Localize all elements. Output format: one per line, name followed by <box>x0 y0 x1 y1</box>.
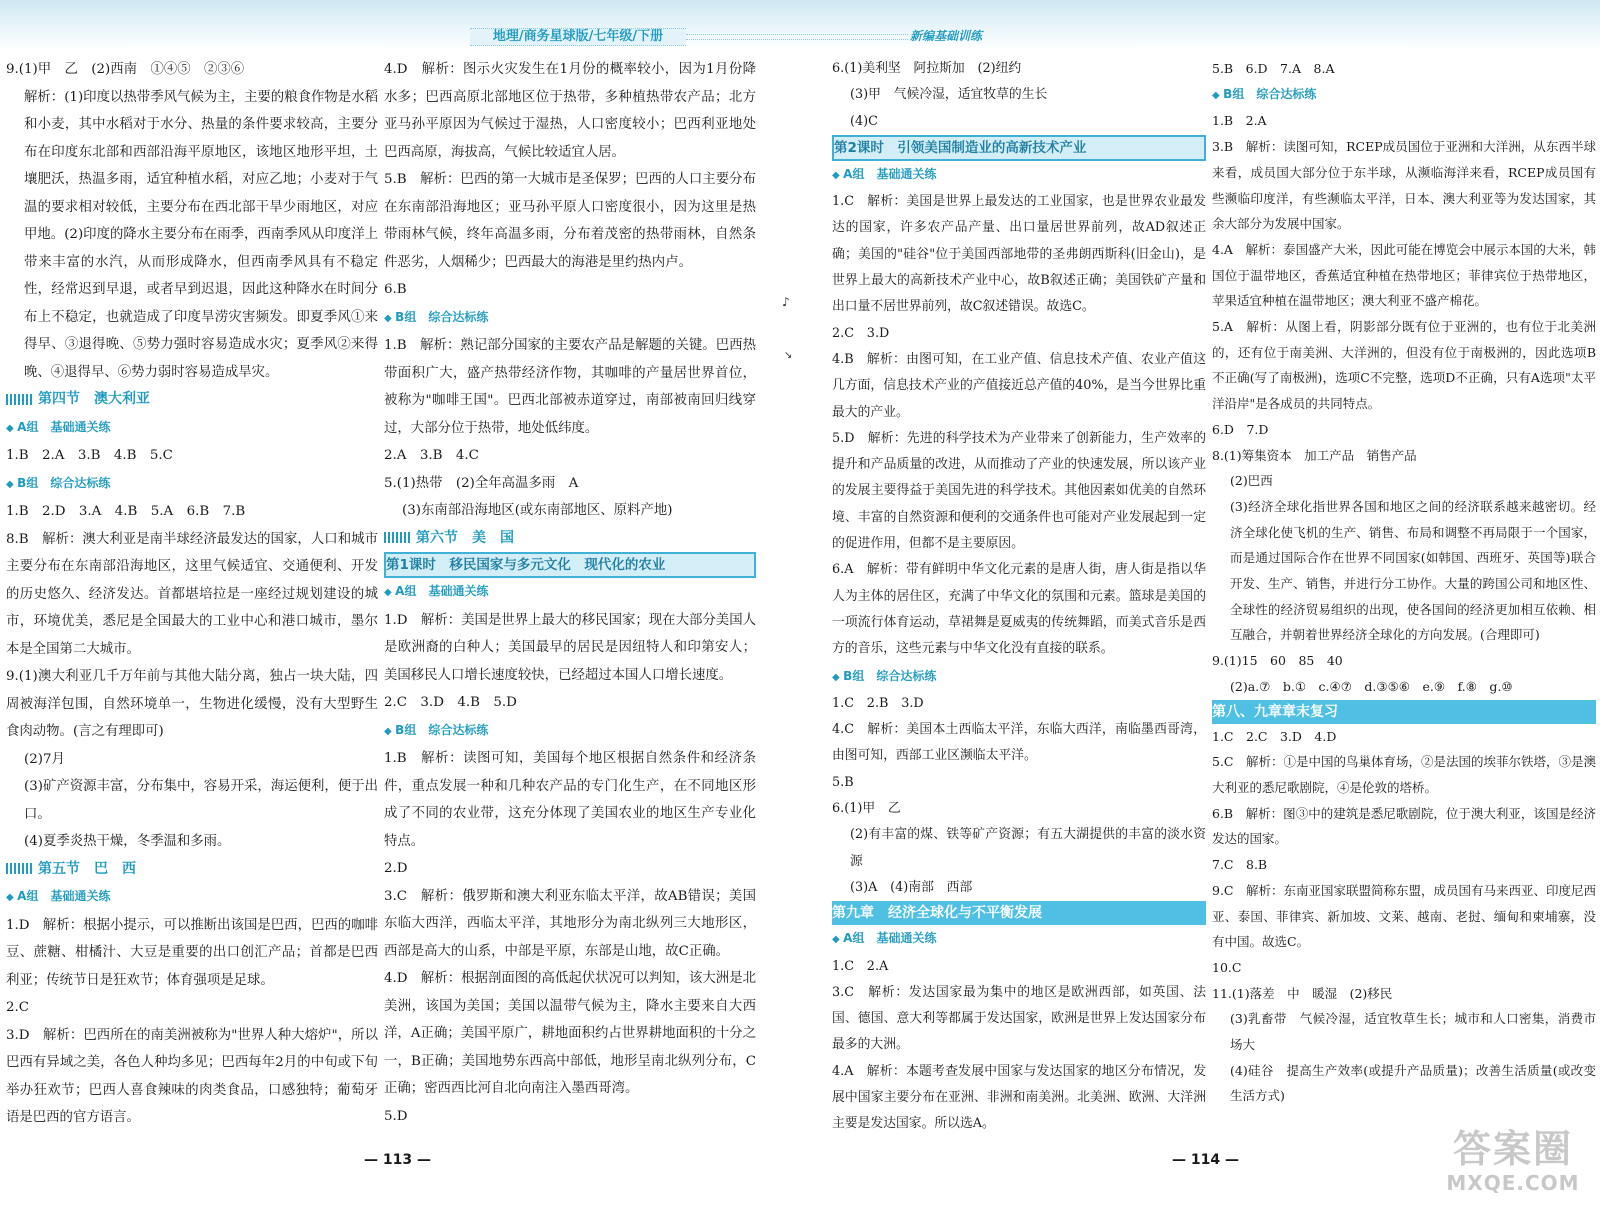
group-label-a: ◆ A组 基础通关练 <box>832 925 1206 953</box>
group-label-a: ◆ A组 基础通关练 <box>6 883 378 912</box>
group-label-b: ◆ B组 综合达标练 <box>6 470 378 499</box>
answer-line: (3)甲 气候冷湿，适宜牧草的生长 <box>850 87 1048 103</box>
q1-explanation: 1.D 解析：美国是世界上最大的移民国家；现在大部分美国人是欧洲裔的白种人；美国最早的居民是因纽特人和印第安人；美国移民人口增长速度较快，已经超过本国人口增长速度。 <box>384 612 756 683</box>
answer-line: 10.C <box>1212 959 1242 975</box>
q5-explanation: 5.C 解析：①是中国的鸟巢体育场，②是法国的埃菲尔铁塔，③是澳大利亚的悉尼歌剧院，④是伦敦的塔桥。 <box>1212 754 1596 795</box>
page114-column1 <box>832 56 1206 1138</box>
answer-line: 6.B <box>384 282 407 297</box>
q1-explanation: 1.B 解析：熟记部分国家的主要农产品是解题的关键。巴西热带面积广大，盛产热带经济作物，其咖啡的产量居世界首位，被称为"咖啡王国"。巴西北部被赤道穿过，南部被南回归线穿过，大部分位于热带，地处低纬度。 <box>384 338 756 436</box>
q4-explanation: 4.C 解析：美国本土西临太平洋，东临大西洋，南临墨西哥湾，由图可知，西部工业区濒临太平洋。 <box>832 722 1206 764</box>
answer-line: (4)C <box>850 113 878 129</box>
answer-line: 5.(1)热带 (2)全年高温多雨 A <box>384 475 579 491</box>
header-dotted-rule <box>686 34 908 40</box>
section-heading: 第六节 美 国 <box>384 525 756 553</box>
answer-line: 6.D 7.D <box>1212 421 1269 437</box>
watermark-logo: 答案圈 MXQE.COM <box>1446 1127 1580 1195</box>
book-title: 地理/商务星球版/七年级/下册 <box>470 28 686 46</box>
chapter-banner: 第八、九章章末复习 <box>1212 700 1596 724</box>
gutter-mark: ↘ <box>784 350 793 361</box>
page-number-left: — 113 — <box>364 1152 431 1168</box>
page114-column2 <box>1212 56 1596 1109</box>
answer-line: 2.C 3.D 4.B 5.D <box>384 695 517 710</box>
answer-line: (3)A (4)南部 西部 <box>850 879 973 895</box>
answer-line: 1.B 2.D 3.A 4.B 5.A 6.B 7.B <box>6 504 246 519</box>
answer-line: 1.C 2.C 3.D 4.D <box>1212 728 1337 744</box>
q3-explanation: 3.D 解析：巴西所在的南美洲被称为"世界人种大熔炉"，所以巴西有异域之美，各色人种均多见；巴西每年2月的中旬或下旬举办狂欢节；巴西人喜食辣味的肉类食品，口感独特；葡萄牙语是巴西的官方语言。 <box>6 1027 378 1125</box>
q4-explanation: 4.A 解析：本题考查发展中国家与发达国家的地区分布情况，发展中国家主要分布在亚洲、非洲和南美洲。北美洲、欧洲、大洋洲主要是发达国家。所以选A。 <box>832 1063 1206 1132</box>
answer-line: 2.C <box>6 1000 30 1015</box>
answer-line: 2.C 3.D <box>832 325 890 341</box>
answer-line: (4)夏季炎热干燥，冬季温和多雨。 <box>24 834 231 849</box>
answer-line: (3)经济全球化指世界各国和地区之间的经济联系越来越密切。经济全球化使飞机的生产、销售、布局和调整不再局限于一个国家，而是通过国际合作在世界不同国家(如韩国、西班牙、英国等)联合开发、生产、销售，并进行分工协作。大量的跨国公司和地区性、全球性的经济贸易组织的出现，使各国间的经济更加相互依赖、相互融合，并朝着世界经济全球化的方向发展。(合理即可) <box>1230 498 1596 643</box>
answer-line: (3)乳畜带 气候冷湿，适宜牧草生长；城市和人口密集，消费市场大 <box>1230 1011 1596 1053</box>
lesson-banner: 第2课时 引领美国制造业的高新技术产业 <box>832 135 1206 161</box>
q9-answer: 9.(1)澳大利亚几千万年前与其他大陆分离，独占一块大陆，四周被海洋包围，自然环境单一，生物进化缓慢，没有大型野生食肉动物。(言之有理即可) <box>6 669 378 739</box>
q5-explanation: 5.B 解析：巴西的第一大城市是圣保罗；巴西的人口主要分布在东南部沿海地区；亚马孙平原人口密度很小，因为这里是热带雨林气候，终年高温多雨，分布着茂密的热带雨林，自然条件恶劣，人烟稀少；巴西最大的海港是里约热内卢。 <box>384 172 756 270</box>
group-label-b: ◆ B组 综合达标练 <box>384 717 756 746</box>
section-heading: 第四节 澳大利亚 <box>6 386 378 414</box>
chapter-banner: 第九章 经济全球化与不平衡发展 <box>832 901 1206 925</box>
answer-line: 1.C 2.A <box>832 958 889 974</box>
answer-line: (3)东南部沿海地区(或东南部地区、原料产地) <box>402 503 673 518</box>
answer-line: 5.B <box>832 774 854 790</box>
answer-line: 1.C 2.B 3.D <box>832 695 924 711</box>
answer-line: 2.D <box>384 861 408 876</box>
answer-line: (2)7月 <box>24 751 65 767</box>
group-label-b: ◆ B组 综合达标练 <box>832 663 1206 691</box>
answer-line: 6.(1)甲 乙 <box>832 801 901 817</box>
answer-line: (4)硅谷 提高生产效率(或提升产品质量)；改善生活质量(或改变生活方式) <box>1230 1062 1596 1104</box>
q1-explanation: 1.D 解析：根据小提示，可以推断出该国是巴西，巴西的咖啡豆、蔗糖、柑橘汁、大豆是重要的出口创汇产品；首都是巴西利亚；传统节日是狂欢节；体育强项是足球。 <box>6 917 378 988</box>
answer-line: 1.B 2.A 3.B 4.B 5.C <box>6 448 173 463</box>
q3-explanation: 3.C 解析：发达国家最为集中的地区是欧洲西部，如英国、法国、德国、意大利等都属于发达国家，欧洲是世界上发达国家分布最多的大洲。 <box>832 984 1206 1053</box>
answer-line: 6.(1)美利坚 阿拉斯加 (2)纽约 <box>832 61 1022 76</box>
answer-line: 5.D <box>384 1108 408 1124</box>
group-label-b: ◆ B组 综合达标练 <box>1212 82 1596 109</box>
answer-line: 9.(1)15 60 85 40 <box>1212 653 1343 669</box>
q4-explanation: 4.A 解析：泰国盛产大米，因此可能在博览会中展示本国的大米，韩国位于温带地区，香蕉适宜种植在热带地区；菲律宾位于热带地区，苹果适宜种植在温带地区；澳大利亚不盛产棉花。 <box>1212 241 1596 309</box>
answer-line: 11.(1)落差 中 暖湿 (2)移民 <box>1212 985 1393 1001</box>
group-label-a: ◆ A组 基础通关练 <box>832 161 1206 189</box>
group-label-a: ◆ A组 基础通关练 <box>384 578 756 607</box>
answer-line: (3)矿产资源丰富，分布集中，容易开采，海运便利，便于出口。 <box>24 779 378 822</box>
gutter-mark: ♪ <box>782 295 790 309</box>
q9-explanation: 解析：(1)印度以热带季风气候为主，主要的粮食作物是水稻和小麦，其中水稻对于水分、热量的条件要求较高，主要分布在印度东北部和西部沿海平原地区，该地区地形平坦，土壤肥沃，热温多雨，适宜种植水稻，对应乙地；小麦对于气温的要求相对较低，主要分布在西北部干旱少雨地区，对应甲地。(2)印度的降水主要分布在雨季，西南季风从印度洋上带来丰富的水汽，从而形成降水，但西南季风具有不稳定性，经常迟到早退，或者早到迟退，因此这种降水在时间分布上不稳定，也就造成了印度旱涝灾害频发。即夏季风①来得早、③退得晚、⑤势力强时容易造成水灾；夏季风②来得晚、④退得早、⑥势力弱时容易造成旱灾。 <box>24 89 378 380</box>
q1-explanation: 1.B 解析：读图可知，美国每个地区根据自然条件和经济条件，重点发展一种和几种农产品的专门化生产，在不同地区形成了不同的农业带，这充分体现了美国农业的地区生产专业化特点。 <box>384 751 756 849</box>
q5-explanation: 5.D 解析：先进的科学技术为产业带来了创新能力，生产效率的提升和产品质量的改进，从而推动了产业的快速发展，所以该产业的发展主要得益于美国先进的科学技术。其他因素如优美的自然环境、丰富的自然资源和便利的交通条件也可能对产业发展起到一定的促进作用，但都不是主要原因。 <box>832 430 1206 552</box>
lesson-banner: 第1课时 移民国家与多元文化 现代化的农业 <box>384 552 756 578</box>
q9-explanation: 9.C 解析：东南亚国家联盟简称东盟，成员国有马来西亚、印度尼西亚、泰国、菲律宾、新加坡、文莱、越南、老挝、缅甸和柬埔寨，没有中国。故选C。 <box>1212 882 1596 950</box>
q3-explanation: 3.B 解析：读图可知，RCEP成员国位于亚洲和大洋洲，从东西半球来看，成员国大部分位于东半球，从濒临海洋来看，RCEP成员国有些濒临印度洋，有些濒临太平洋，日本、澳大利亚等为发达国家，其余大部分为发展中国家。 <box>1212 139 1596 232</box>
series-name: 新编基础训练 <box>910 29 983 43</box>
q4-explanation: 4.D 解析：根据剖面图的高低起伏状况可以判知，该大洲是北美洲，该国为美国；美国以温带气候为主，降水主要来自大西洋，A正确；美国平原广，耕地面积约占世界耕地面积的十分之一，B正确；美国地势东西高中部低，地形呈南北纵列分布，C正确；密西西比河自北向南注入墨西哥湾。 <box>384 971 756 1096</box>
answer-line: 8.(1)筹集资本 加工产品 销售产品 <box>1212 447 1417 463</box>
answer-line: 7.C 8.B <box>1212 857 1268 873</box>
page113-column1 <box>6 56 378 1132</box>
answer-line: (2)a.⑦ b.① c.④⑦ d.③⑤⑥ e.⑨ f.⑧ g.⑩ <box>1230 678 1513 694</box>
q6-explanation: 6.B 解析：图③中的建筑是悉尼歌剧院，位于澳大利亚，该国是经济发达的国家。 <box>1212 805 1596 847</box>
section-heading: 第五节 巴 西 <box>6 856 378 884</box>
q4-explanation: 4.D 解析：图示火灾发生在1月份的概率较小，因为1月份降水多；巴西高原北部地区位于热带，多种植热带农产品；北方亚马孙平原因为气候过于湿热，人口密度较小；巴西利亚地处巴西高原，海拔高，气候比较适宜人居。 <box>384 62 756 160</box>
answer-line: (2)有丰富的煤、铁等矿产资源；有五大湖提供的丰富的淡水资源 <box>850 827 1206 869</box>
q9-answer: 9.(1)甲 乙 (2)西南 ①④⑤ ②③⑥ <box>6 62 245 77</box>
q5-explanation: 5.A 解析：从图上看，阴影部分既有位于亚洲的，也有位于北美洲的，还有位于南美洲、大洋洲的，但没有位于南极洲的，因此选项B不正确(写了南极洲)，选项C不完整，选项D不正确，只有A选项"太平洋沿岸"是各成员的共同特点。 <box>1212 319 1596 412</box>
answer-line: 2.A 3.B 4.C <box>384 448 479 463</box>
page113-column2 <box>384 56 756 1130</box>
answer-line: 5.B 6.D 7.A 8.A <box>1212 61 1335 76</box>
answer-line: (2)巴西 <box>1230 473 1273 489</box>
q3-explanation: 3.C 解析：俄罗斯和澳大利亚东临太平洋，故AB错误；美国东临大西洋，西临太平洋，其地形分为南北纵列三大地形区，西部是高大的山系，中部是平原，东部是山地，故C正确。 <box>384 888 756 959</box>
page-number-right: — 114 — <box>1172 1152 1239 1168</box>
q8-explanation: 8.B 解析：澳大利亚是南半球经济最发达的国家，人口和城市主要分布在东南部沿海地区，这里气候适宜、交通便利、开发的历史悠久、经济发达。首都堪培拉是一座经过规划建设的城市，环境优美，悉尼是全国最大的工业中心和港口城市，墨尔本是全国第二大城市。 <box>6 531 378 657</box>
header-band <box>0 0 1600 50</box>
q1-explanation: 1.C 解析：美国是世界上最发达的工业国家，也是世界农业最发达的国家，许多农产品产量、出口量居世界前列，故AD叙述正确；美国的"硅谷"位于美国西部地带的圣弗朗西斯科(旧金山)，是世界上最大的高新技术产业中心，故B叙述正确；美国铁矿产量和出口量不居世界前列，故C叙述错误。故选C。 <box>832 194 1206 315</box>
q6-explanation: 6.A 解析：带有鲜明中华文化元素的是唐人街，唐人街是指以华人为主体的居住区，充满了中华文化的氛围和元素。篮球是美国的一项流行体育运动，草裙舞是夏威夷的传统舞蹈，而美式音乐是西方的音乐，这些元素与中华文化没有直接的联系。 <box>832 562 1206 657</box>
answer-line: 1.B 2.A <box>1212 113 1267 129</box>
group-label-a: ◆ A组 基础通关练 <box>6 414 378 443</box>
group-label-b: ◆ B组 综合达标练 <box>384 304 756 333</box>
q4-explanation: 4.B 解析：由图可知，在工业产值、信息技术产值、农业产值这几方面，信息技术产业的产值接近总产值的40%，是当今世界比重最大的产业。 <box>832 351 1206 420</box>
